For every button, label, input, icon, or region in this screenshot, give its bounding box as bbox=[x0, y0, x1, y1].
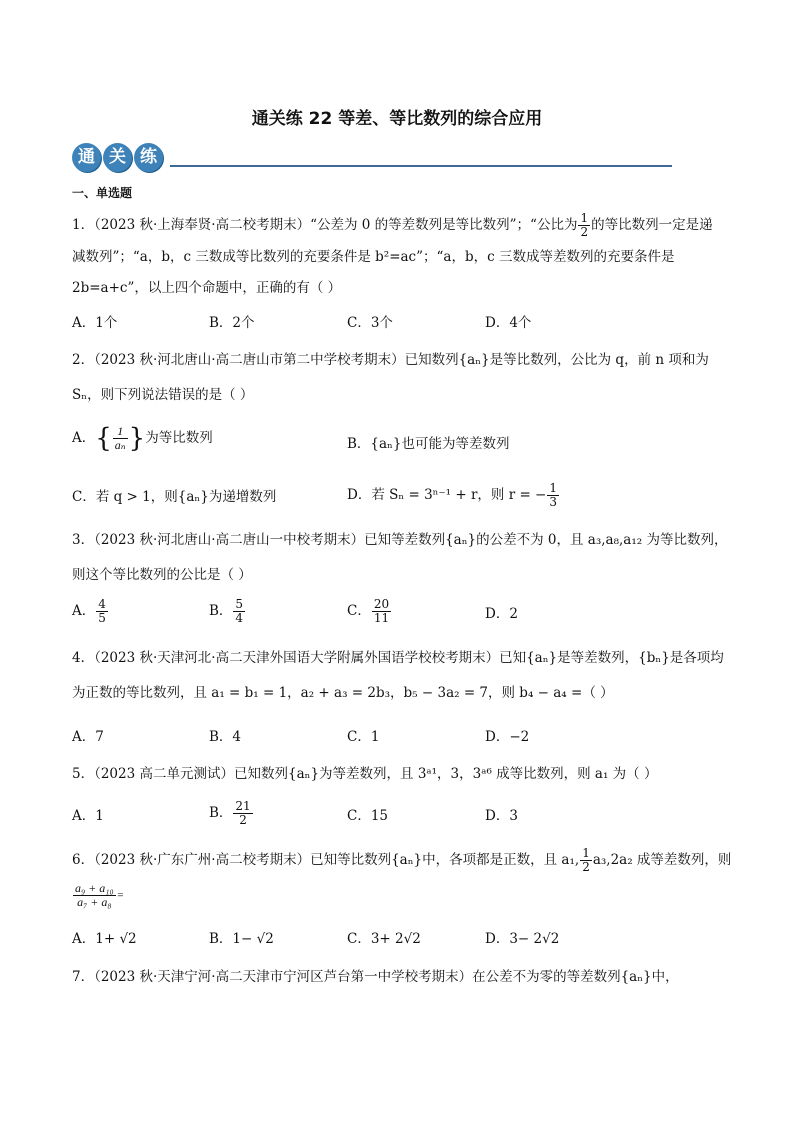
q6-expr-num: a₉ + a₁₀ bbox=[75, 881, 114, 895]
q5-opt-b-label: B． bbox=[209, 805, 233, 821]
question-1-line-3: 2b=a+c”，以上四个命题中，正确的有（ ） bbox=[72, 280, 342, 296]
q2-option-b[interactable]: B．{aₙ}也可能为等差数列 bbox=[347, 436, 510, 452]
question-3-line-1: 3．（2023 秋·河北唐山·高二唐山一中校考期末）已知等差数列{aₙ}的公差不为 0，且 a₃,a₈,a₁₂ 为等比数列， bbox=[72, 532, 728, 548]
q5-option-c[interactable]: C．15 bbox=[347, 808, 389, 824]
question-1-line-1 bbox=[72, 212, 713, 239]
q3-opt-c-fraction bbox=[372, 598, 391, 625]
q2-opt-a-text: 为等比数列 bbox=[145, 430, 213, 446]
q2-option-c[interactable]: C．若 q > 1，则{aₙ}为递增数列 bbox=[72, 489, 277, 505]
q6-expr-fraction bbox=[73, 882, 116, 909]
q4-option-b[interactable]: B．4 bbox=[209, 729, 242, 745]
q3-option-a[interactable] bbox=[72, 598, 109, 625]
q6-frac-num: 1 bbox=[582, 846, 590, 860]
q6-text-b: a₃,2a₂ 成等差数列，则 bbox=[592, 852, 732, 868]
q3-opt-a-den: 5 bbox=[98, 611, 106, 625]
q3-opt-c-label: C． bbox=[347, 603, 371, 619]
question-2-line-2: Sₙ，则下列说法错误的是（ ） bbox=[72, 387, 254, 403]
q2-opt-a-fraction bbox=[113, 425, 128, 452]
banner-char: 练 bbox=[134, 143, 163, 172]
q1-option-b[interactable]: B．2个 bbox=[209, 315, 255, 331]
q6-option-b[interactable]: B．1− √2 bbox=[209, 931, 274, 947]
q2-opt-d-den: 3 bbox=[549, 495, 558, 509]
q1-frac-den: 2 bbox=[580, 225, 589, 239]
q1-frac-num: 1 bbox=[580, 211, 589, 225]
q2-opt-a-num: 1 bbox=[113, 425, 128, 439]
q6-option-d[interactable]: D．3− 2√2 bbox=[485, 931, 560, 947]
question-4-line-1: 4．（2023 秋·天津河北·高二天津外国语大学附属外国语学校校考期末）已知{aₙ}是等差数列，{bₙ}是各项均 bbox=[72, 650, 724, 666]
q1-option-d[interactable]: D．4个 bbox=[485, 315, 532, 331]
q3-opt-b-label: B． bbox=[209, 603, 233, 619]
q1-fraction bbox=[578, 212, 590, 239]
q6-option-c[interactable]: C．3+ 2√2 bbox=[347, 931, 421, 947]
q4-option-c[interactable]: C．1 bbox=[347, 729, 380, 745]
question-4-line-2: 为正数的等比数列，且 a₁ = b₁ = 1，a₂ + a₃ = 2b₃，b₅ − 3a₂ = 7，则 b₄ − a₄ =（ ） bbox=[72, 685, 614, 701]
q5-opt-b-fraction bbox=[233, 800, 252, 827]
question-5-line-1: 5．（2023 高二单元测试）已知数列{aₙ}为等差数列，且 3ᵃ¹，3，3ᵃ⁶ 成等比数列，则 a₁ 为（ ） bbox=[72, 766, 658, 782]
q3-option-b[interactable] bbox=[209, 598, 246, 625]
q2-opt-d-fraction bbox=[547, 482, 559, 509]
q2-option-d[interactable] bbox=[347, 482, 560, 509]
banner-divider bbox=[170, 165, 672, 167]
q3-opt-b-fraction bbox=[233, 598, 245, 625]
q6-expr-den: a₇ + a₈ bbox=[77, 895, 112, 909]
q1-text-b: 的等比数列一定是递 bbox=[591, 217, 713, 233]
banner-char: 关 bbox=[103, 143, 132, 172]
q5-option-b[interactable] bbox=[209, 800, 254, 827]
q2-opt-d-num: 1 bbox=[549, 481, 558, 495]
q6-option-a[interactable]: A．1+ √2 bbox=[72, 931, 137, 947]
q2-opt-a-label: A． bbox=[72, 430, 96, 446]
q4-option-d[interactable]: D．−2 bbox=[485, 729, 530, 745]
q3-opt-b-den: 4 bbox=[235, 611, 244, 625]
question-1-line-2: 减数列”；“a，b，c 三数成等比数列的充要条件是 b²=ac”；“a，b，c 三数成等差数列的充要条件是 bbox=[72, 249, 675, 265]
section-banner bbox=[72, 143, 165, 172]
q3-option-d[interactable]: D．2 bbox=[485, 606, 518, 622]
question-6-expression bbox=[72, 882, 124, 909]
banner-char: 通 bbox=[72, 143, 101, 172]
q3-opt-a-num: 4 bbox=[98, 597, 106, 611]
page-title: 通关练 22 等差、等比数列的综合应用 bbox=[251, 109, 543, 129]
q1-option-c[interactable]: C．3个 bbox=[347, 315, 393, 331]
q5-opt-b-num: 21 bbox=[235, 799, 251, 813]
question-3-line-2: 则这个等比数列的公比是（ ） bbox=[72, 567, 252, 583]
q2-option-a[interactable]: A．{ $\frac{1}{\text{aₙ}}$ }为等比数列 bbox=[72, 423, 213, 454]
q5-opt-b-den: 2 bbox=[239, 813, 247, 827]
q5-option-a[interactable]: A．1 bbox=[72, 808, 104, 824]
q3-opt-c-num: 20 bbox=[373, 597, 390, 611]
q6-frac-den: 2 bbox=[582, 860, 590, 874]
q3-option-c[interactable] bbox=[347, 598, 392, 625]
q3-opt-b-num: 5 bbox=[235, 597, 244, 611]
section-heading: 一、单选题 bbox=[72, 186, 133, 200]
q6-text-a: 6．（2023 秋·广东广州·高二校考期末）已知等比数列{aₙ}中，各项都是正数，且 a₁, bbox=[72, 852, 580, 868]
question-6-line-1 bbox=[72, 847, 731, 874]
q3-opt-a-fraction bbox=[96, 598, 108, 625]
question-2-line-1: 2．（2023 秋·河北唐山·高二唐山市第二中学校考期末）已知数列{aₙ}是等比数列，公比为 q，前 n 项和为 bbox=[72, 352, 709, 368]
question-7-line-1: 7．（2023 秋·天津宁河·高二天津市宁河区芦台第一中学校考期末）在公差不为零的等差数列{aₙ}中， bbox=[72, 969, 679, 985]
q6-fraction bbox=[580, 847, 592, 874]
q6-expr-eq: = bbox=[116, 889, 125, 902]
q4-option-a[interactable]: A．7 bbox=[72, 729, 104, 745]
q3-opt-c-den: 11 bbox=[373, 611, 390, 625]
q5-option-d[interactable]: D．3 bbox=[485, 808, 518, 824]
q2-opt-a-den: aₙ bbox=[114, 438, 126, 452]
q1-text-a: 1．（2023 秋·上海奉贤·高二校考期末）“公差为 0 的等差数列是等比数列”；“公比为 bbox=[72, 217, 578, 233]
q1-option-a[interactable]: A．1个 bbox=[72, 315, 118, 331]
q3-opt-a-label: A． bbox=[72, 603, 96, 619]
q2-opt-d-text: D．若 Sₙ = 3ⁿ⁻¹ + r，则 r = − bbox=[347, 487, 547, 503]
